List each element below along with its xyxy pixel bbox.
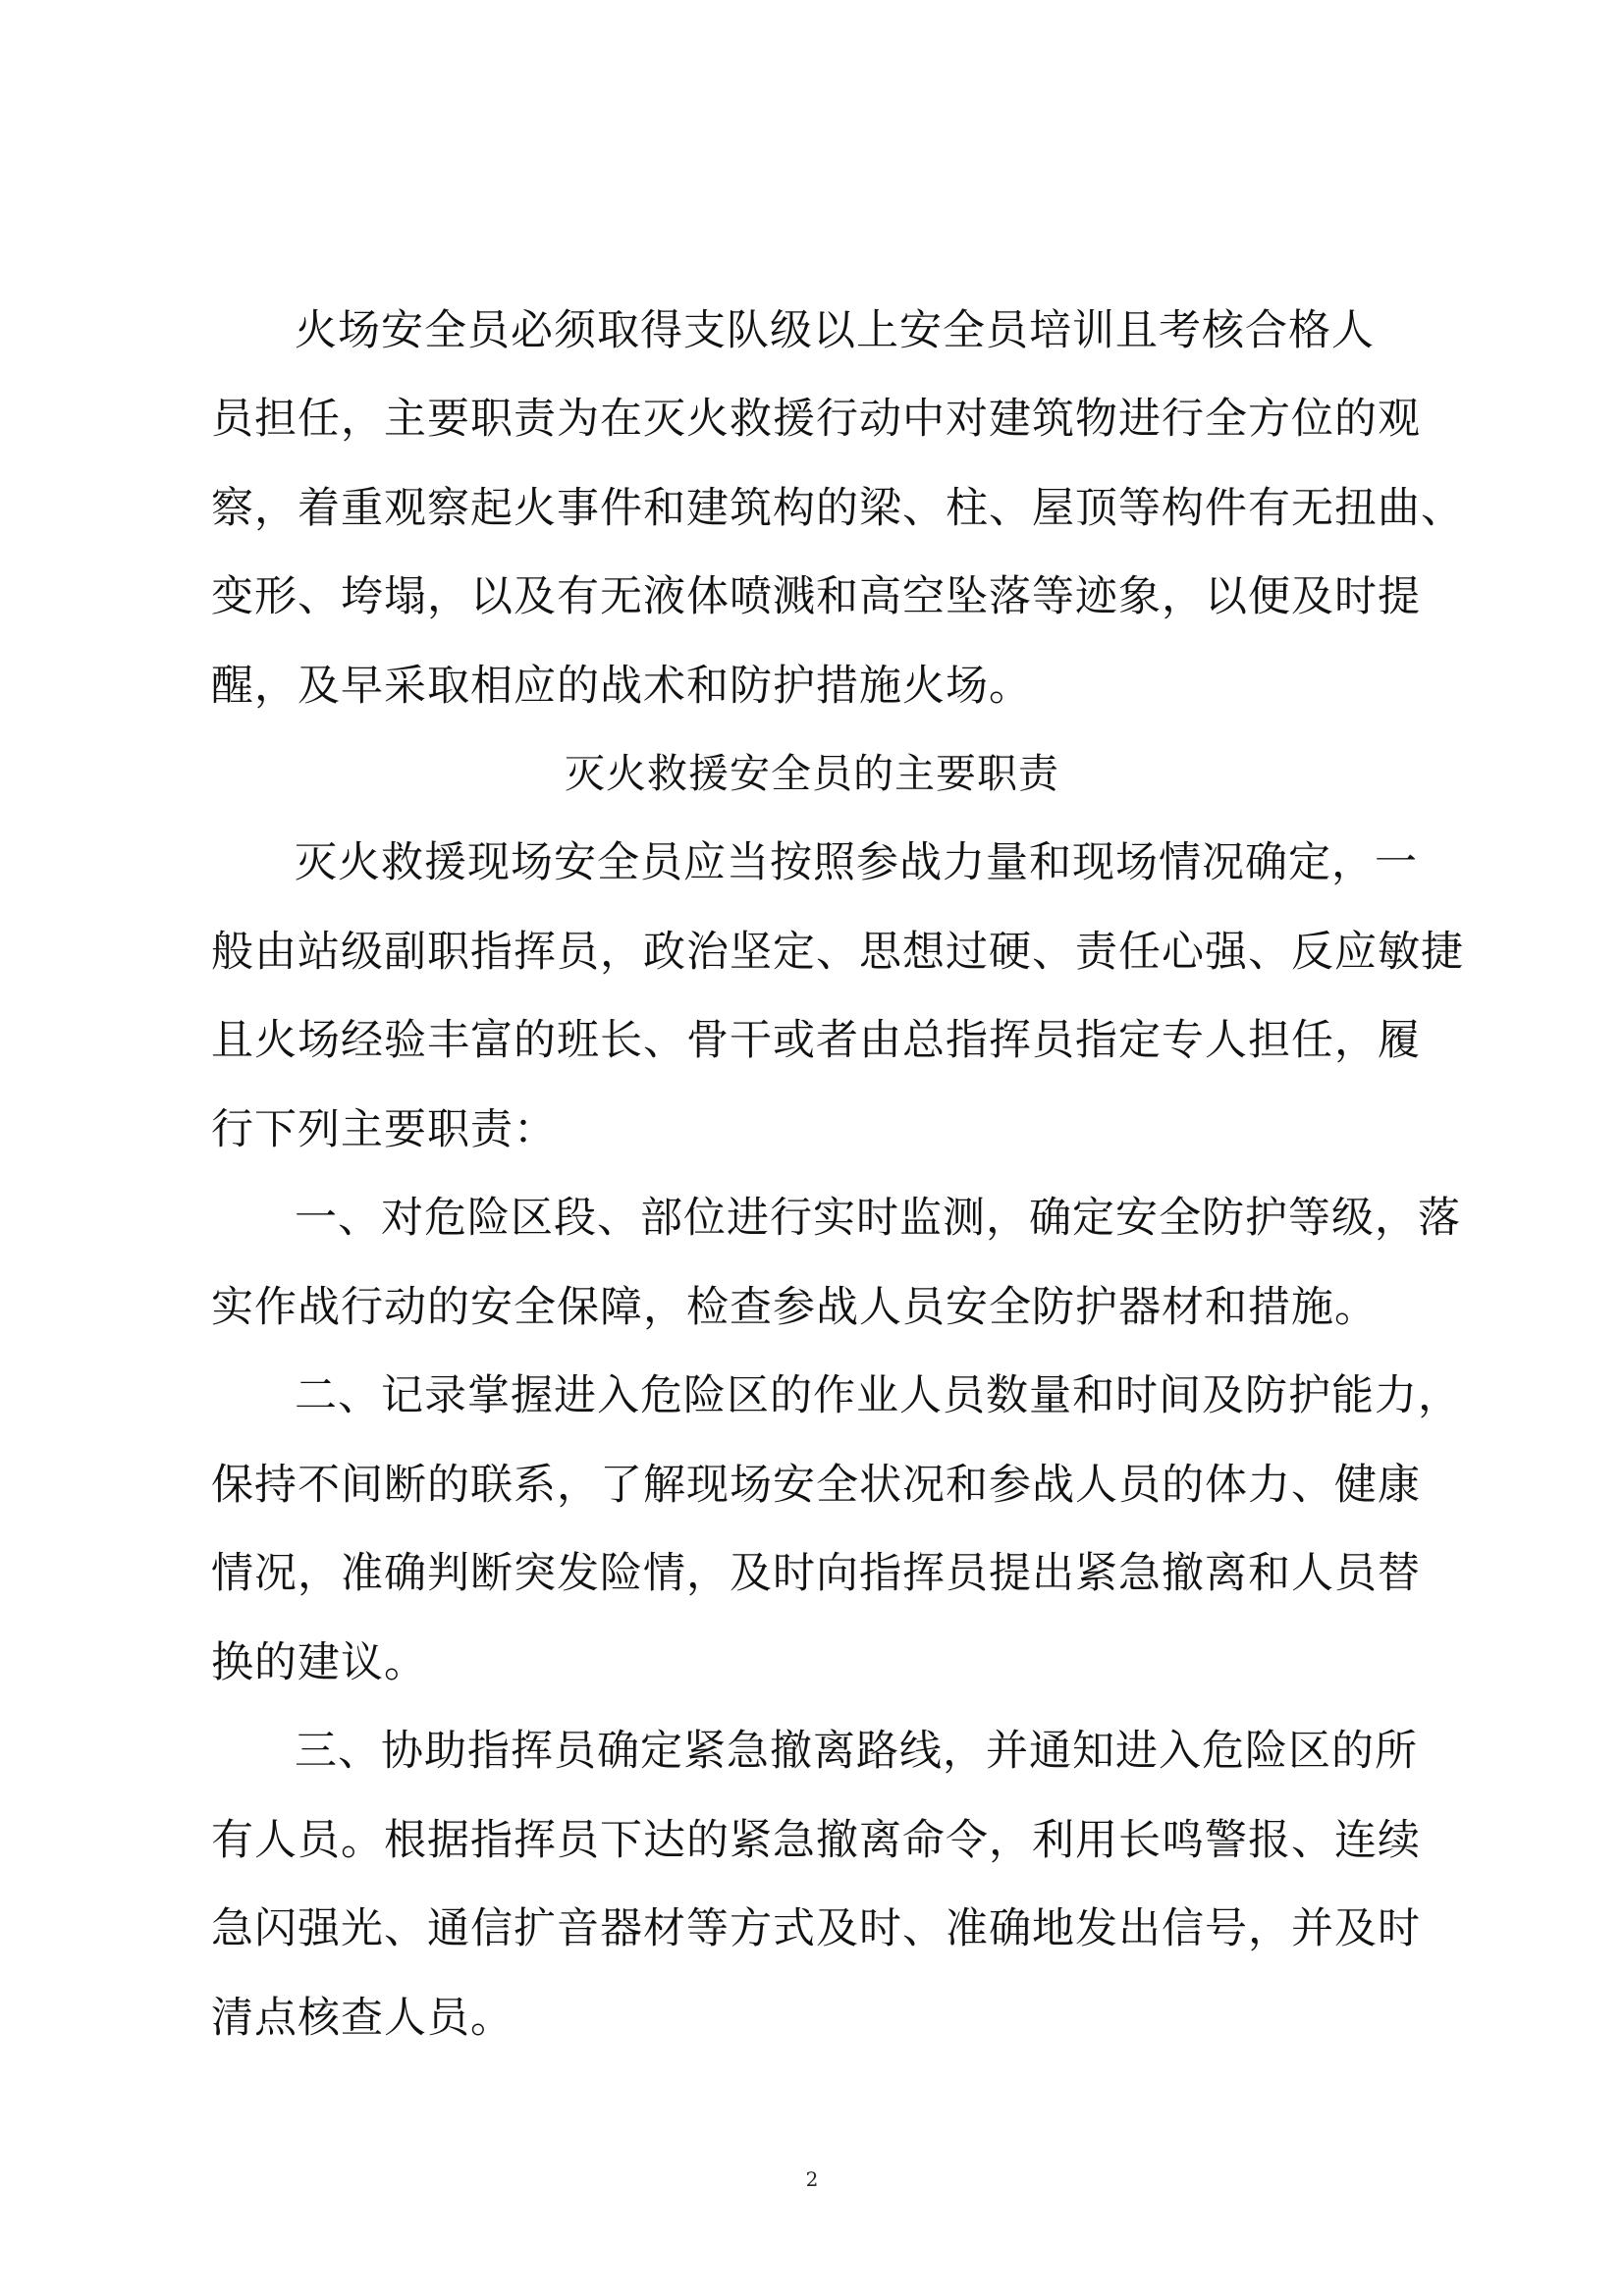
paragraph-5-line-4: 清点核查人员。 <box>211 1994 514 2043</box>
section-heading: 灭火救援安全员的主要职责 <box>565 750 1059 797</box>
paragraph-4-line-1: 二、记录掌握进入危险区的作业人员数量和时间及防护能力， <box>295 1371 1461 1420</box>
paragraph-4-line-3: 情况，准确判断突发险情，及时向指挥员提出紧急撤离和人员替 <box>211 1549 1421 1598</box>
page-number: 2 <box>805 2167 819 2191</box>
paragraph-2-line-4: 行下列主要职责： <box>211 1105 557 1154</box>
paragraph-4-line-4: 换的建议。 <box>211 1638 427 1687</box>
paragraph-4-line-2: 保持不间断的联系，了解现场安全状况和参战人员的体力、健康 <box>211 1461 1421 1510</box>
paragraph-5-line-1: 三、协助指挥员确定紧急撤离路线，并通知进入危险区的所 <box>295 1727 1418 1776</box>
paragraph-5-line-3: 急闪强光、通信扩音器材等方式及时、准确地发出信号，并及时 <box>211 1904 1421 1953</box>
paragraph-1-line-4: 变形、垮塌，以及有无液体喷溅和高空坠落等迹象，以便及时提 <box>211 572 1421 621</box>
paragraph-1-line-5: 醒，及早采取相应的战术和防护措施火场。 <box>211 662 1032 711</box>
paragraph-1-line-3: 察，着重观察起火事件和建筑构的梁、柱、屋顶等构件有无扭曲、 <box>211 484 1464 533</box>
paragraph-1-line-1: 火场安全员必须取得支队级以上安全员培训且考核合格人 <box>295 306 1375 355</box>
paragraph-3-line-1: 一、对危险区段、部位进行实时监测，确定安全防护等级，落 <box>295 1194 1461 1243</box>
paragraph-3-line-2: 实作战行动的安全保障，检查参战人员安全防护器材和措施。 <box>211 1283 1378 1332</box>
paragraph-1-line-2: 员担任，主要职责为在灭火救援行动中对建筑物进行全方位的观 <box>211 395 1421 444</box>
paragraph-5-line-2: 有人员。根据指挥员下达的紧急撤离命令，利用长鸣警报、连续 <box>211 1816 1421 1865</box>
paragraph-2-line-2: 般由站级副职指挥员，政治坚定、思想过硬、责任心强、反应敏捷 <box>211 928 1464 977</box>
paragraph-2-line-3: 且火场经验丰富的班长、骨干或者由总指挥员指定专人担任，履 <box>211 1016 1421 1065</box>
paragraph-2-line-1: 灭火救援现场安全员应当按照参战力量和现场情况确定，一 <box>295 838 1418 887</box>
